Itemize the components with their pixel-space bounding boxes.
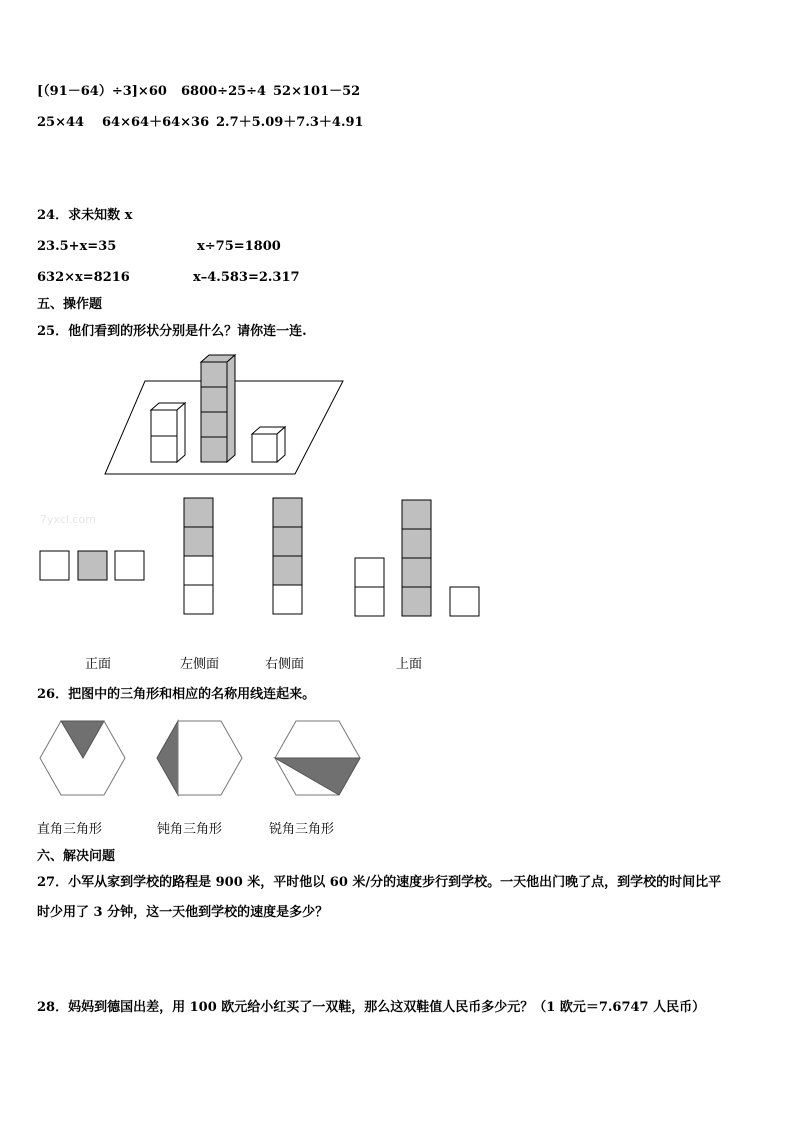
q27-line1: 27．小军从家到学校的路程是 900 米，平时他以 60 米/分的速度步行到学校。一天他出门晚了点，到学校的时间比平 bbox=[37, 875, 722, 890]
calc-expr-6: 2.7＋5.09＋7.3＋4.91 bbox=[216, 115, 364, 130]
section-6-heading: 六、解决问题 bbox=[37, 849, 116, 864]
section-5-heading: 五、操作题 bbox=[37, 297, 103, 312]
calc-expr-3: 52×101－52 bbox=[273, 84, 361, 99]
q25-label-right: 右侧面 bbox=[265, 657, 305, 672]
q26-label-obtuse-triangle: 钝角三角形 bbox=[157, 822, 223, 837]
q28-line1: 28．妈妈到德国出差，用 100 欧元给小红买了一双鞋，那么这双鞋值人民币多少元？（1 欧元＝7.6747 人民币） bbox=[37, 1000, 706, 1015]
q25-title: 25．他们看到的形状分别是什么？请你连一连. bbox=[37, 324, 307, 339]
q26-label-acute-triangle: 锐角三角形 bbox=[269, 822, 335, 837]
q25-label-top: 上面 bbox=[396, 657, 423, 672]
q24-eq2: x÷75=1800 bbox=[197, 239, 281, 254]
q24-eq4: x–4.583=2.317 bbox=[193, 270, 300, 285]
watermark: 7yxcl.com bbox=[40, 513, 96, 526]
calc-expr-5: 64×64＋64×36 bbox=[102, 115, 210, 130]
q24-eq3: 632×x=8216 bbox=[37, 270, 130, 285]
q27-line2: 时少用了 3 分钟，这一天他到学校的速度是多少？ bbox=[37, 905, 329, 920]
calc-expr-2: 6800÷25÷4 bbox=[181, 84, 267, 99]
q26-title: 26．把图中的三角形和相应的名称用线连起来。 bbox=[37, 687, 316, 702]
q24-eq1: 23.5+x=35 bbox=[37, 239, 117, 254]
q25-label-front: 正面 bbox=[85, 657, 112, 672]
q26-label-right-triangle: 直角三角形 bbox=[37, 822, 103, 837]
q24-title: 24．求未知数 x bbox=[37, 208, 133, 223]
q25-label-left: 左侧面 bbox=[180, 657, 220, 672]
calc-expr-4: 25×44 bbox=[37, 115, 85, 130]
calc-expr-1: [（91－64）÷3]×60 bbox=[37, 84, 167, 99]
